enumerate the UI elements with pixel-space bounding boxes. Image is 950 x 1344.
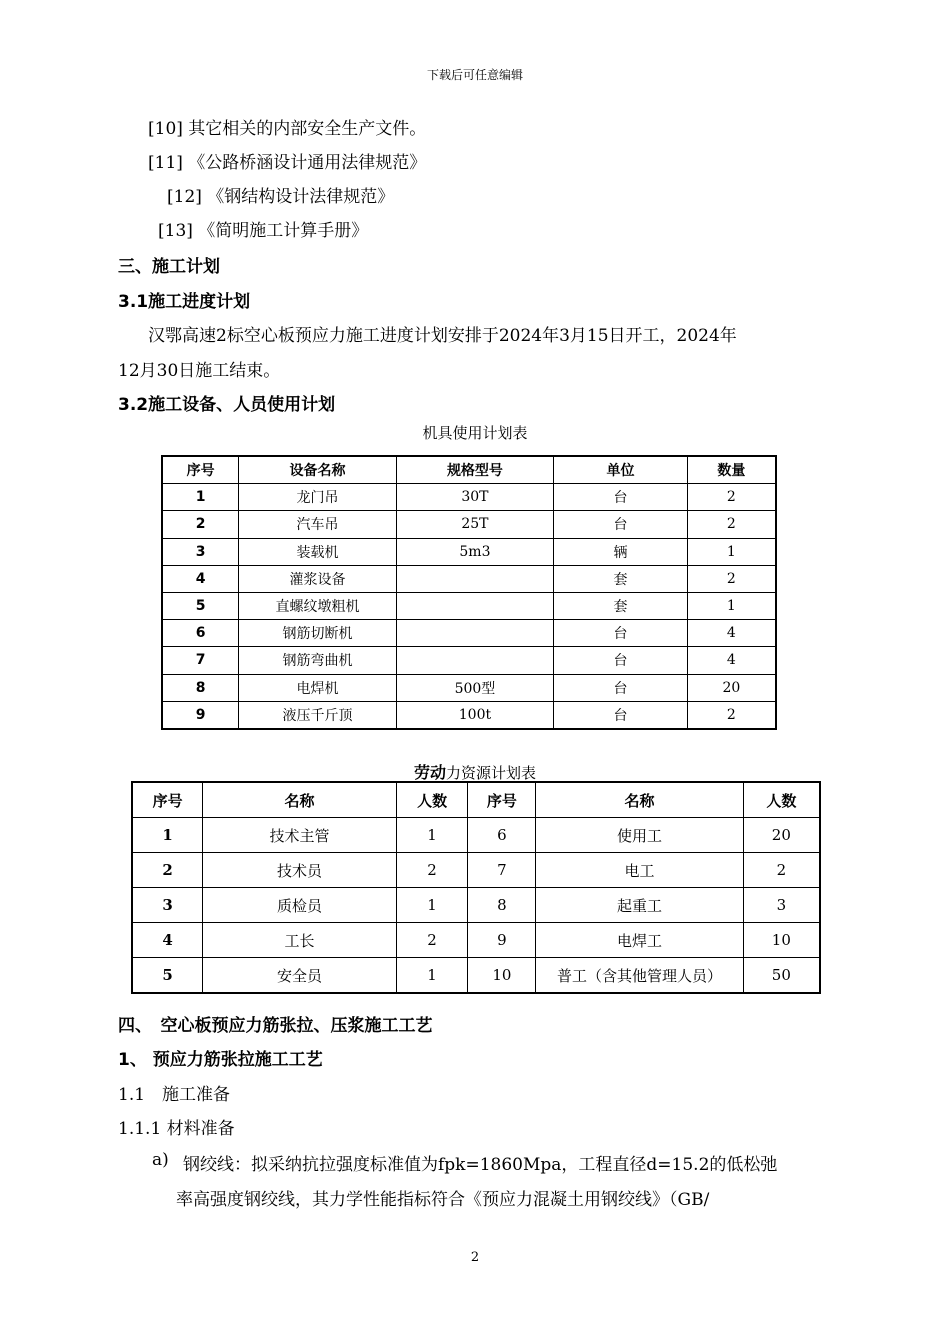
cell: 7 <box>468 853 536 888</box>
cell: 20 <box>743 818 820 853</box>
cell: 台 <box>554 674 688 701</box>
item-a-label: a) <box>152 1150 169 1170</box>
cell: 2 <box>687 701 776 729</box>
cell: 6 <box>468 818 536 853</box>
cell: 起重工 <box>536 888 743 923</box>
cell: 500型 <box>396 674 554 701</box>
section-3-heading: 三、施工计划 <box>118 257 220 277</box>
cell: 直螺纹墩粗机 <box>239 592 396 619</box>
paragraph-3-1-line1: 汉鄂高速2标空心板预应力施工进度计划安排于2024年3月15日开工，2024年 <box>148 326 737 346</box>
cell: 3 <box>162 538 239 565</box>
table-row <box>132 923 820 958</box>
cell: 2 <box>687 484 776 511</box>
cell: 1 <box>687 538 776 565</box>
col-header: 人数 <box>396 782 468 818</box>
section-3-1-heading: 3.1施工进度计划 <box>118 292 251 312</box>
col-header: 名称 <box>203 782 396 818</box>
cell: 1 <box>396 958 468 994</box>
table1-caption: 机具使用计划表 <box>422 424 528 442</box>
table2-caption-rest: 力资源计划表 <box>446 764 537 782</box>
cell: 汽车吊 <box>239 511 396 538</box>
cell: 辆 <box>554 538 688 565</box>
table-row <box>162 538 776 565</box>
cell: 技术员 <box>203 853 396 888</box>
cell: 100t <box>396 701 554 729</box>
table-row <box>132 958 820 994</box>
cell: 4 <box>162 565 239 592</box>
paragraph-3-1-line2: 12月30日施工结束。 <box>118 361 281 381</box>
cell: 电焊机 <box>239 674 396 701</box>
section-1-1-1-heading: 1.1.1 材料准备 <box>118 1119 235 1139</box>
col-header: 序号 <box>132 782 203 818</box>
cell: 普工（含其他管理人员） <box>536 958 743 994</box>
table-row <box>132 818 820 853</box>
cell: 10 <box>468 958 536 994</box>
cell: 50 <box>743 958 820 994</box>
cell: 质检员 <box>203 888 396 923</box>
cell: 6 <box>162 620 239 647</box>
table-row <box>162 592 776 619</box>
cell: 工长 <box>203 923 396 958</box>
cell: 5m3 <box>396 538 554 565</box>
labor-table <box>131 781 821 994</box>
table2-caption-bold: 劳动 <box>413 763 446 782</box>
cell <box>396 647 554 674</box>
col-header: 数量 <box>687 456 776 484</box>
cell: 1 <box>132 818 203 853</box>
cell: 9 <box>468 923 536 958</box>
cell: 台 <box>554 511 688 538</box>
cell: 2 <box>162 511 239 538</box>
page-number: 2 <box>470 1250 480 1265</box>
cell: 4 <box>132 923 203 958</box>
cell: 液压千斤顶 <box>239 701 396 729</box>
cell: 1 <box>396 888 468 923</box>
reference-13: [13] 《简明施工计算手册》 <box>158 221 369 241</box>
cell: 电工 <box>536 853 743 888</box>
page-header: 下载后可任意编辑 <box>426 68 523 82</box>
cell: 7 <box>162 647 239 674</box>
col-header: 序号 <box>162 456 239 484</box>
cell: 2 <box>396 853 468 888</box>
cell: 台 <box>554 701 688 729</box>
table-row <box>162 565 776 592</box>
cell: 安全员 <box>203 958 396 994</box>
section-4-1-heading: 1、 预应力筋张拉施工工艺 <box>118 1050 323 1070</box>
reference-11: [11] 《公路桥涵设计通用法律规范》 <box>148 153 427 173</box>
cell <box>396 620 554 647</box>
cell: 5 <box>162 592 239 619</box>
item-a-line1: 钢绞线：拟采纳抗拉强度标准值为fpk=1860Mpa，工程直径d=15.2的低松弛 <box>183 1155 778 1175</box>
section-3-2-heading: 3.2施工设备、人员使用计划 <box>118 395 336 415</box>
cell: 2 <box>687 565 776 592</box>
cell: 钢筋切断机 <box>239 620 396 647</box>
col-header: 名称 <box>536 782 743 818</box>
cell: 2 <box>396 923 468 958</box>
table-row <box>162 647 776 674</box>
item-a-line2: 率高强度钢绞线，其力学性能指标符合《预应力混凝土用钢绞线》（GB/ <box>176 1190 710 1210</box>
cell: 2 <box>132 853 203 888</box>
cell: 4 <box>687 620 776 647</box>
cell: 龙门吊 <box>239 484 396 511</box>
cell: 1 <box>162 484 239 511</box>
cell: 台 <box>554 484 688 511</box>
col-header: 规格型号 <box>396 456 554 484</box>
cell: 1 <box>687 592 776 619</box>
cell: 套 <box>554 565 688 592</box>
table2-caption <box>0 760 950 783</box>
table-row <box>162 701 776 729</box>
cell: 4 <box>687 647 776 674</box>
cell: 8 <box>468 888 536 923</box>
table-row <box>162 511 776 538</box>
table-row <box>162 620 776 647</box>
table-header-row <box>162 456 776 484</box>
cell: 3 <box>132 888 203 923</box>
cell: 灌浆设备 <box>239 565 396 592</box>
table-row <box>132 853 820 888</box>
table-row <box>162 674 776 701</box>
cell: 5 <box>132 958 203 994</box>
reference-10: [10] 其它相关的内部安全生产文件。 <box>148 119 427 139</box>
cell: 10 <box>743 923 820 958</box>
table-header-row <box>132 782 820 818</box>
section-4-heading: 四、 空心板预应力筋张拉、压浆施工工艺 <box>118 1016 433 1036</box>
reference-12: [12] 《钢结构设计法律规范》 <box>167 187 395 207</box>
col-header: 单位 <box>554 456 688 484</box>
cell: 钢筋弯曲机 <box>239 647 396 674</box>
cell: 25T <box>396 511 554 538</box>
col-header: 人数 <box>743 782 820 818</box>
cell: 装载机 <box>239 538 396 565</box>
cell: 8 <box>162 674 239 701</box>
cell: 9 <box>162 701 239 729</box>
cell: 2 <box>687 511 776 538</box>
cell <box>396 592 554 619</box>
cell: 台 <box>554 647 688 674</box>
table-row <box>162 484 776 511</box>
cell: 1 <box>396 818 468 853</box>
cell: 20 <box>687 674 776 701</box>
section-1-1-heading: 1.1 施工准备 <box>118 1085 231 1105</box>
col-header: 设备名称 <box>239 456 396 484</box>
cell: 3 <box>743 888 820 923</box>
cell: 电焊工 <box>536 923 743 958</box>
cell: 套 <box>554 592 688 619</box>
table-row <box>132 888 820 923</box>
cell: 技术主管 <box>203 818 396 853</box>
cell: 2 <box>743 853 820 888</box>
cell: 台 <box>554 620 688 647</box>
cell <box>396 565 554 592</box>
cell: 使用工 <box>536 818 743 853</box>
cell: 30T <box>396 484 554 511</box>
col-header: 序号 <box>468 782 536 818</box>
equipment-table <box>161 455 777 730</box>
